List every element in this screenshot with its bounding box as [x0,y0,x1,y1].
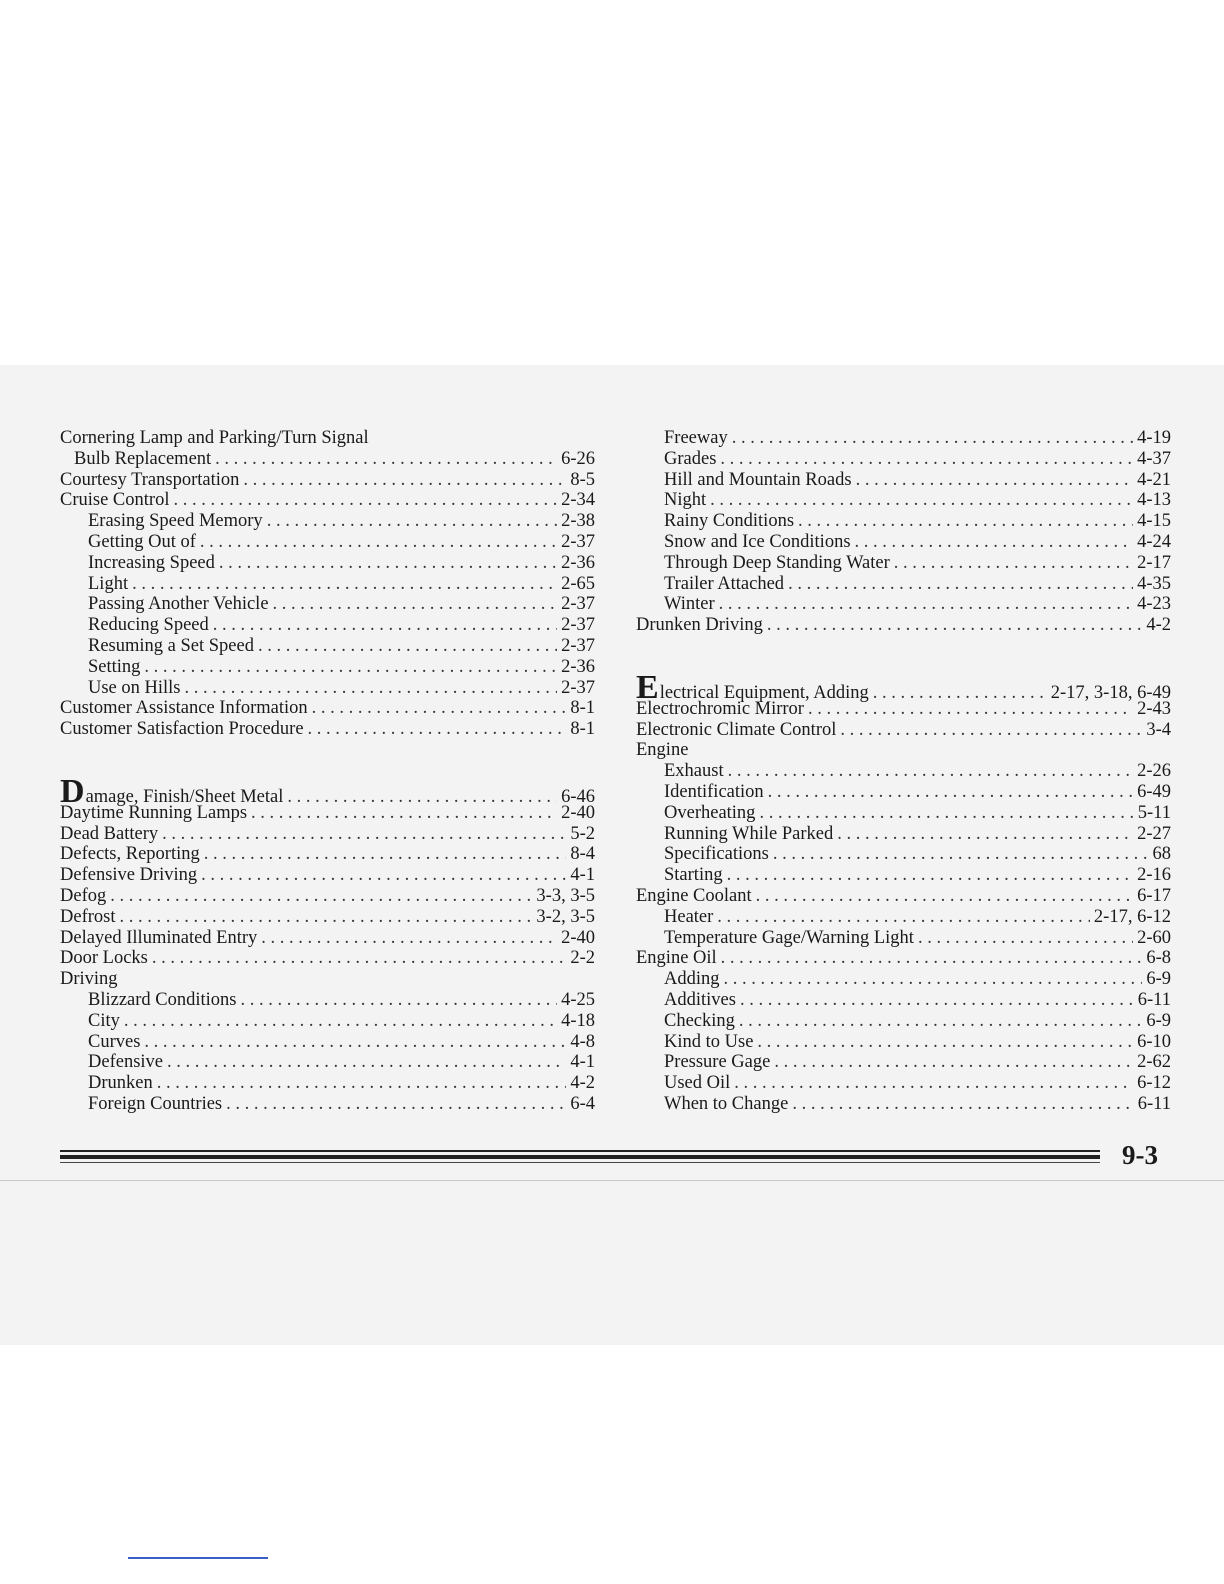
entry-page-ref: 5-2 [570,823,595,844]
entry-page-ref: 6-9 [1146,969,1171,990]
entry-page-ref: 6-11 [1137,989,1171,1010]
entry-page-ref: 2-26 [1137,761,1171,782]
entry-text: Erasing Speed Memory [88,511,263,532]
index-entry [60,907,595,928]
index-subentry [636,761,1171,782]
entry-page-ref: 4-21 [1137,469,1171,490]
index-subentry [636,824,1171,845]
dot-leader [204,844,567,865]
index-subentry [636,553,1171,574]
index-subentry [636,844,1171,865]
dot-leader [894,553,1133,574]
index-subentry [636,865,1171,886]
entry-page-ref: 2-34 [561,490,595,511]
entry-page-ref: 6-26 [561,448,595,469]
entry-page-ref: 4-2 [1146,615,1171,636]
entry-text: Electronic Climate Control [636,719,837,740]
entry-page-ref: 8-1 [570,719,595,740]
footer-rule [60,1150,1100,1164]
entry-page-ref: 6-8 [1146,948,1171,969]
dot-leader [740,990,1134,1011]
index-entry [60,719,595,740]
dot-leader [241,990,558,1011]
entry-page-ref: 4-35 [1137,573,1171,594]
dot-leader [720,449,1133,470]
dot-leader [727,865,1133,886]
entry-text: Defects, Reporting [60,844,200,865]
entry-page-ref: 6-9 [1146,1010,1171,1031]
dot-leader [734,1073,1133,1094]
index-entry [60,844,595,865]
dot-leader [918,928,1133,949]
index-subentry [636,803,1171,824]
index-subentry [60,574,595,595]
entry-text: When to Change [664,1093,789,1114]
entry-text: Checking [664,1010,735,1031]
section-gap [636,636,1171,678]
dot-leader [173,490,557,511]
index-subentry [636,532,1171,553]
entry-page-ref: 3-2, 3-5 [536,906,595,927]
index-subentry [636,928,1171,949]
entry-page-ref: 2-27 [1137,823,1171,844]
entry-page-ref: 6-11 [1137,1093,1171,1114]
index-subentry [636,511,1171,532]
entry-text: Drunken Driving [636,615,763,636]
index-entry [60,928,595,949]
dot-leader [837,824,1133,845]
index-subentry [60,594,595,615]
index-entry [60,969,595,990]
index-entry [60,886,595,907]
index-subentry [60,636,595,657]
entry-text: Identification [664,781,764,802]
dot-leader [251,803,557,824]
entry-page-ref: 2-17 [1137,552,1171,573]
entry-page-ref: 2-17, 3-18, 6-49 [1050,682,1171,703]
entry-text: Use on Hills [88,677,181,698]
dot-leader [719,594,1133,615]
dot-leader [124,1011,557,1032]
entry-text: Setting [88,656,141,677]
entry-page-ref: 6-17 [1137,885,1171,906]
entry-page-ref: 8-4 [570,844,595,865]
entry-page-ref: 68 [1152,844,1171,865]
index-subentry [60,657,595,678]
entry-text: Grades [664,448,717,469]
entry-page-ref: 2-40 [561,802,595,823]
entry-text: Snow and Ice Conditions [664,531,851,552]
section-letter: E [636,668,659,706]
index-subentry [60,990,595,1011]
entry-page-ref: 3-3, 3-5 [536,885,595,906]
index-subentry [60,532,595,553]
index-subentry [636,490,1171,511]
dot-leader [162,824,566,845]
dot-leader [767,615,1142,636]
index-entry [636,615,1171,636]
dot-leader [157,1073,567,1094]
entry-text: Door Locks [60,948,148,969]
index-subentry [636,594,1171,615]
entry-page-ref: 4-15 [1137,511,1171,532]
entry-text: Reducing Speed [88,615,209,636]
dot-leader [808,699,1133,720]
entry-text: Courtesy Transportation [60,469,240,490]
index-entry [636,699,1171,720]
index-subentry [636,782,1171,803]
dot-leader [717,907,1090,928]
entry-page-ref: 8-5 [570,469,595,490]
index-subentry [636,990,1171,1011]
entry-text: Used Oil [664,1073,731,1094]
dot-leader [132,574,557,595]
entry-page-ref: 2-37 [561,531,595,552]
entry-page-ref: 2-60 [1137,927,1171,948]
dot-leader [215,449,557,470]
dot-leader [201,865,566,886]
index-subentry [636,574,1171,595]
index-entry [60,824,595,845]
entry-text: Through Deep Standing Water [664,552,890,573]
dot-leader [759,803,1133,824]
dot-leader [144,657,557,678]
scan-edge-line [0,1180,1224,1181]
index-subentry [636,470,1171,491]
entry-text: Engine Oil [636,948,717,969]
index-entry [636,948,1171,969]
index-subentry [636,1052,1171,1073]
entry-page-ref: 4-19 [1137,428,1171,448]
entry-text: Heater [664,906,714,927]
dot-leader [757,1032,1133,1053]
blue-mark-line [128,1557,268,1559]
dot-leader [724,969,1143,990]
entry-text: Electrochromic Mirror [636,698,804,719]
entry-text: Rainy Conditions [664,511,795,532]
entry-page-ref: 2-37 [561,635,595,656]
entry-text: Passing Another Vehicle [88,594,269,615]
entry-text: lectrical Equipment, Adding [659,682,869,703]
entry-text: Additives [664,989,736,1010]
index-subentry [636,428,1171,449]
entry-page-ref: 6-10 [1137,1031,1171,1052]
index-column-right [636,428,1171,1115]
entry-text: Delayed Illuminated Entry [60,927,258,948]
entry-page-ref: 2-17, 6-12 [1093,906,1171,927]
entry-page-ref: 4-18 [561,1010,595,1031]
entry-text: City [88,1010,120,1031]
index-subentry [60,1073,595,1094]
page-number: 9-3 [1122,1140,1158,1170]
index-entry [636,720,1171,741]
entry-text: Defensive Driving [60,865,198,886]
index-entry [636,886,1171,907]
dot-leader [856,470,1134,491]
dot-leader [756,886,1133,907]
dot-leader [213,615,557,636]
index-entry [60,698,595,719]
index-entry [60,772,595,810]
section-gap [60,740,595,782]
entry-text: Resuming a Set Speed [88,635,254,656]
dot-leader [200,532,557,553]
entry-text: Trailer Attached [664,573,785,594]
index-subentry [60,1032,595,1053]
dot-leader [312,698,567,719]
entry-text: Adding [664,969,720,990]
entry-text: Foreign Countries [88,1093,223,1114]
entry-text: Engine [636,740,689,761]
index-subentry [60,615,595,636]
entry-text: Customer Satisfaction Procedure [60,719,304,740]
entry-text: Kind to Use [664,1031,754,1052]
dot-leader [226,1094,566,1115]
dot-leader [167,1052,566,1073]
index-entry [60,490,595,511]
entry-text: Daytime Running Lamps [60,802,248,823]
dot-leader [773,844,1149,865]
entry-page-ref: 2-37 [561,594,595,615]
entry-text: Bulb Replacement [74,448,212,469]
entry-text: Pressure Gage [664,1052,771,1073]
entry-page-ref: 5-11 [1137,802,1171,823]
dot-leader [308,719,567,740]
index-entry [60,428,595,449]
entry-page-ref: 4-1 [570,865,595,886]
entry-page-ref: 2-38 [561,511,595,532]
index-subentry [60,1052,595,1073]
dot-leader [261,928,557,949]
entry-text: Night [664,490,707,511]
entry-page-ref: 8-1 [570,698,595,719]
entry-text: Dead Battery [60,823,159,844]
dot-leader [728,761,1133,782]
entry-page-ref: 6-49 [1137,781,1171,802]
entry-text: Running While Parked [664,823,834,844]
entry-text: Defensive [88,1052,163,1073]
index-subentry [60,678,595,699]
entry-page-ref: 2-40 [561,927,595,948]
entry-text: Engine Coolant [636,885,752,906]
entry-page-ref: 4-8 [570,1031,595,1052]
entry-text: Specifications [664,844,769,865]
entry-text: amage, Finish/Sheet Metal [85,786,284,807]
index-subentry [636,1094,1171,1115]
index-subentry [636,907,1171,928]
dot-leader [768,782,1133,803]
dot-leader [732,428,1133,449]
dot-leader [721,948,1143,969]
entry-page-ref: 4-2 [570,1073,595,1094]
index-column-left [60,428,595,1115]
index-subentry [636,1011,1171,1032]
entry-text: Increasing Speed [88,552,215,573]
entry-text: Drunken [88,1073,153,1094]
dot-leader [788,574,1133,595]
dot-leader [710,490,1133,511]
entry-page-ref: 2-2 [570,948,595,969]
entry-text: Winter [664,594,715,615]
entry-page-ref: 2-37 [561,677,595,698]
entry-page-ref: 2-36 [561,552,595,573]
dot-leader [774,1052,1133,1073]
dot-leader [110,886,532,907]
index-entry [60,449,595,470]
index-subentry [60,553,595,574]
entry-text: Defog [60,885,107,906]
dot-leader [119,907,532,928]
entry-text: Starting [664,865,723,886]
entry-text: Cornering Lamp and Parking/Turn Signal [60,428,369,448]
entry-text: Cruise Control [60,490,170,511]
entry-page-ref: 4-1 [570,1052,595,1073]
entry-page-ref: 4-37 [1137,448,1171,469]
index-entry [60,948,595,969]
dot-leader [219,553,557,574]
entry-page-ref: 4-25 [561,989,595,1010]
entry-page-ref: 2-36 [561,656,595,677]
entry-page-ref: 6-12 [1137,1073,1171,1094]
entry-text: Freeway [664,428,728,448]
index-entry [60,865,595,886]
index-subentry [636,1073,1171,1094]
entry-page-ref: 6-46 [561,786,595,807]
dot-leader [273,594,558,615]
entry-text: Driving [60,969,118,990]
index-subentry [636,969,1171,990]
entry-page-ref: 2-65 [561,573,595,594]
dot-leader [739,1011,1142,1032]
index-subentry [636,449,1171,470]
entry-text: Curves [88,1031,141,1052]
entry-page-ref: 3-4 [1146,719,1171,740]
entry-text: Light [88,573,129,594]
dot-leader [792,1094,1133,1115]
entry-page-ref: 2-62 [1137,1052,1171,1073]
entry-page-ref: 4-13 [1137,490,1171,511]
dot-leader [855,532,1134,553]
dot-leader [144,1032,566,1053]
dot-leader [152,948,566,969]
entry-page-ref: 4-24 [1137,531,1171,552]
entry-text: Exhaust [664,761,724,782]
index-subentry [60,1094,595,1115]
entry-text: Getting Out of [88,531,196,552]
dot-leader [840,720,1142,741]
index-subentry [60,511,595,532]
index-entry [60,803,595,824]
index-subentry [636,1032,1171,1053]
index-entry [636,740,1171,761]
entry-text: Blizzard Conditions [88,989,237,1010]
dot-leader [243,470,566,491]
entry-page-ref: 2-37 [561,615,595,636]
entry-page-ref: 2-16 [1137,865,1171,886]
entry-text: Customer Assistance Information [60,698,308,719]
index-subentry [60,1011,595,1032]
entry-page-ref: 2-43 [1137,698,1171,719]
dot-leader [798,511,1133,532]
index-entry [60,470,595,491]
entry-text: Temperature Gage/Warning Light [664,927,914,948]
entry-page-ref: 6-4 [570,1093,595,1114]
dot-leader [185,678,558,699]
entry-text: Hill and Mountain Roads [664,469,852,490]
dot-leader [258,636,557,657]
entry-page-ref: 4-23 [1137,594,1171,615]
section-letter: D [60,772,85,810]
dot-leader [267,511,557,532]
index-entry [636,668,1171,706]
entry-text: Overheating [664,802,756,823]
entry-text: Defrost [60,906,116,927]
